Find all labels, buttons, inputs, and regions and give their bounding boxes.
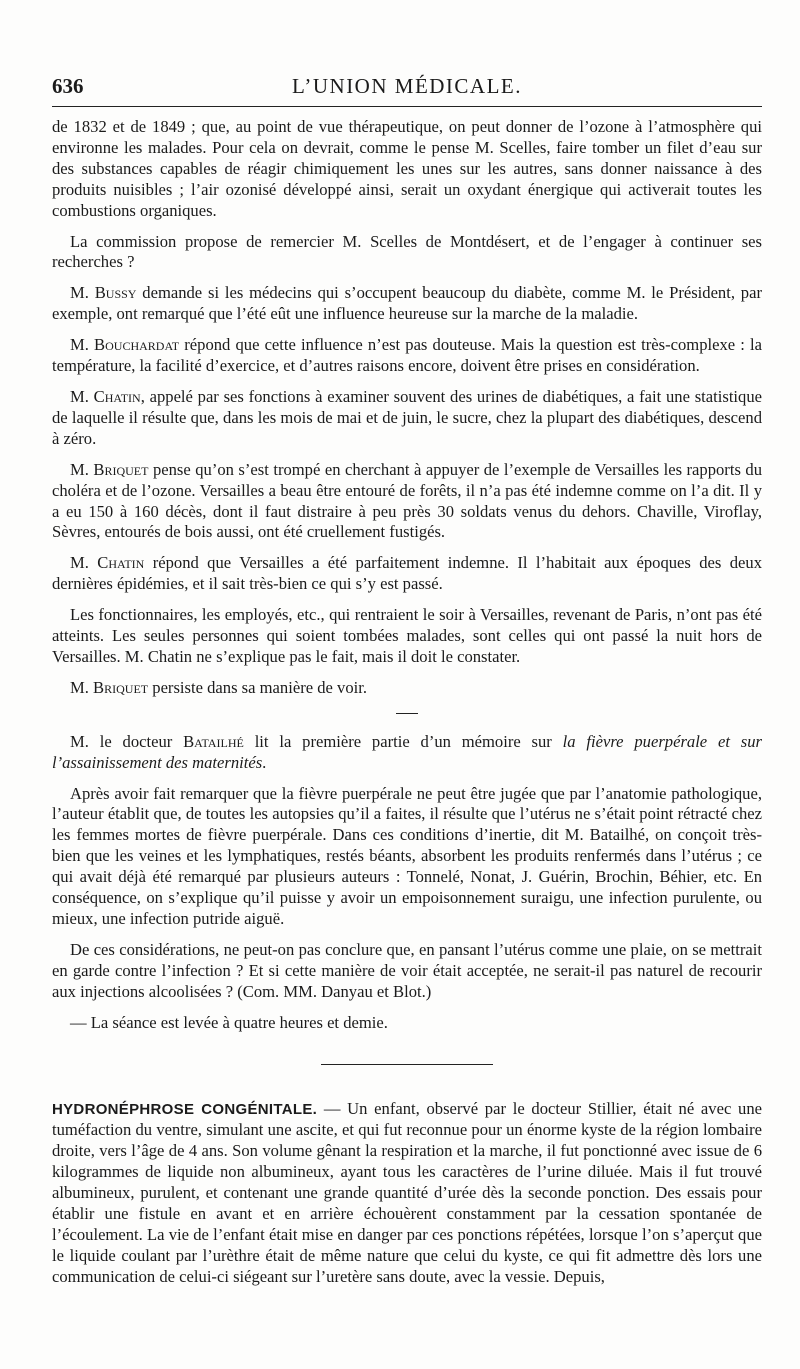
speaker-name: M. Briquet <box>70 677 149 697</box>
paragraph-text: lit la première partie d’un mémoire sur <box>243 731 563 751</box>
article-lead-title: HYDRONÉPHROSE CONGÉNITALE. <box>52 1100 318 1118</box>
paragraph-text: — Un enfant, observé par le docteur Stillier, était né avec une tuméfaction du ventre, simulant une ascite, et qui fut reconnue pour un énorme kyste de la région lombaire droite, vers l’âge de 4 ans. Son volume gênant la respiration et la marche, il fut ponctionné avec issue de 6 kilogrammes de liquide non albumineux, ayant tous les caractères de l’urine diluée. Mais il fut trouvé albumineux, purulent, et contenant une grande quantité d’urée dès la seconde ponction. Des essais pour établir une fistule en avant et en arrière échouèrent constamment par la cessation spontanée de l’écoulement. La vie de l’enfant était mise en danger par ces ponctions répétées, lorsque l’on s’aperçut que le liquide coulant par l’urèthre était de même nature que celui du kyste, ce qui fit admettre dès lors une communication de celui-ci siégeant sur l’uretère sans doute, avec la vessie. Depuis, <box>52 1098 762 1286</box>
paragraph-text: répond que cette influence n’est pas douteuse. Mais la question est très-complexe : la température, la facilité d’exercice, et d’autres raisons encore, doivent être prises en considération. <box>52 335 763 376</box>
speaker-name: M. Chatin <box>70 553 145 573</box>
paragraph <box>52 678 762 699</box>
speaker-name: M. Briquet <box>70 459 149 479</box>
article-body <box>52 117 762 1288</box>
paragraph <box>52 283 762 325</box>
memoir-title: la fièvre puerpérale et sur l’assainissement des maternités <box>52 731 762 772</box>
paragraph-text: demande si les médecins qui s’occupent beaucoup du diabète, comme M. le Président, par exemple, ont remarqué que l’été eût une influence heureuse sur la marche de la maladie. <box>52 283 762 324</box>
paragraph <box>52 1099 762 1288</box>
section-separator <box>396 713 418 714</box>
paragraph <box>52 732 762 774</box>
page-header <box>52 74 762 107</box>
paragraph-text: , appelé par ses fonctions à examiner souvent des urines de diabétiques, a fait une statistique de laquelle il résulte que, dans les mois de mai et de juin, le sucre, chez la plupart des diabétiques, descend à zéro. <box>52 386 762 448</box>
article-separator <box>321 1064 493 1065</box>
paragraph <box>52 553 762 595</box>
speaker-name: Batailhé <box>183 731 244 751</box>
paragraph: Les fonctionnaires, les employés, etc., qui rentraient le soir à Versailles, revenant de Paris, n’ont pas été atteints. Les seules personnes qui soient tombées malades, sont celles qui ont passé la nuit hors de Versailles. M. Chatin ne s’explique pas le fait, mais il doit le constater. <box>52 605 762 666</box>
running-title: L’UNION MÉDICALE. <box>291 74 523 98</box>
paragraph-text: pense qu’on s’est trompé en cherchant à appuyer de l’exemple de Versailles les rapports du choléra et de l’ozone. Versailles a beau être entouré de forêts, il n’a pas été indemne comme on l’a dit. Il y a eu 150 à 160 décès, dont il faut distraire à peu près 30 soldats venus du dehors. Chaville, Viroflay, Sèvres, entourés de bois aussi, ont été cruellement fustigés. <box>52 459 762 542</box>
speaker-name: M. Bouchardat <box>70 335 180 355</box>
speaker-name: M. Bussy <box>70 283 137 303</box>
speaker-name: M. Chatin <box>70 386 141 406</box>
page-number: 636 <box>52 74 84 98</box>
paragraph <box>52 335 762 377</box>
paragraph-text: M. le docteur <box>70 731 184 751</box>
paragraph <box>52 460 762 544</box>
paragraph-text: . <box>262 752 267 772</box>
paragraph: De ces considérations, ne peut-on pas conclure que, en pansant l’utérus comme une plaie, on se mettrait en garde contre l’infection ? Et si cette manière de voir était acceptée, ne serait-il pas naturel de recourir aux injections alcoolisées ? (Com. MM. Danyau et Blot.) <box>52 939 762 1001</box>
paragraph-text: répond que Versailles a été parfaitement indemne. Il l’habitait aux époques des deux dernières épidémies, et il sait très-bien ce qui s’y est passé. <box>52 553 762 594</box>
paragraph: de 1832 et de 1849 ; que, au point de vue thérapeutique, on peut donner de l’ozone à l’atmosphère qui environne les malades. Pour cela on devrait, comme le pense M. Scelles, faire tomber un filet d’eau sur des substances capables de réagir chimiquement les unes sur les autres, sans donner naissance à des produits nuisibles ; l’air ozonisé développé ainsi, serait un oxydant énergique qui activerait toutes les combustions organiques. <box>52 117 762 220</box>
paragraph: — La séance est levée à quatre heures et demie. <box>70 1012 388 1032</box>
paragraph-text: persiste dans sa manière de voir. <box>148 677 368 697</box>
paragraph: Après avoir fait remarquer que la fièvre puerpérale ne peut être jugée que par l’anatomie pathologique, l’auteur établit que, de toutes les autopsies qu’il a faites, il résulte que l’utérus ne s’était point rétracté chez les femmes mortes de fièvre puerpérale. Dans ces conditions d’inertie, dit M. Batailhé, on conçoit très-bien que les veines et les lymphatiques, restés béants, absorbent les produits renfermés dans l’utérus ; ce qui avait déjà été remarqué par plusieurs auteurs : Tonnelé, Nonat, J. Guérin, Brochin, Béhier, etc. En conséquence, on s’explique qu’il puisse y avoir un empoisonnement suraigu, une infection purulente, ou mieux, une infection putride aiguë. <box>52 783 762 928</box>
paragraph: La commission propose de remercier M. Scelles de Montdésert, et de l’engager à continuer ses recherches ? <box>52 231 762 272</box>
paragraph <box>52 387 762 450</box>
